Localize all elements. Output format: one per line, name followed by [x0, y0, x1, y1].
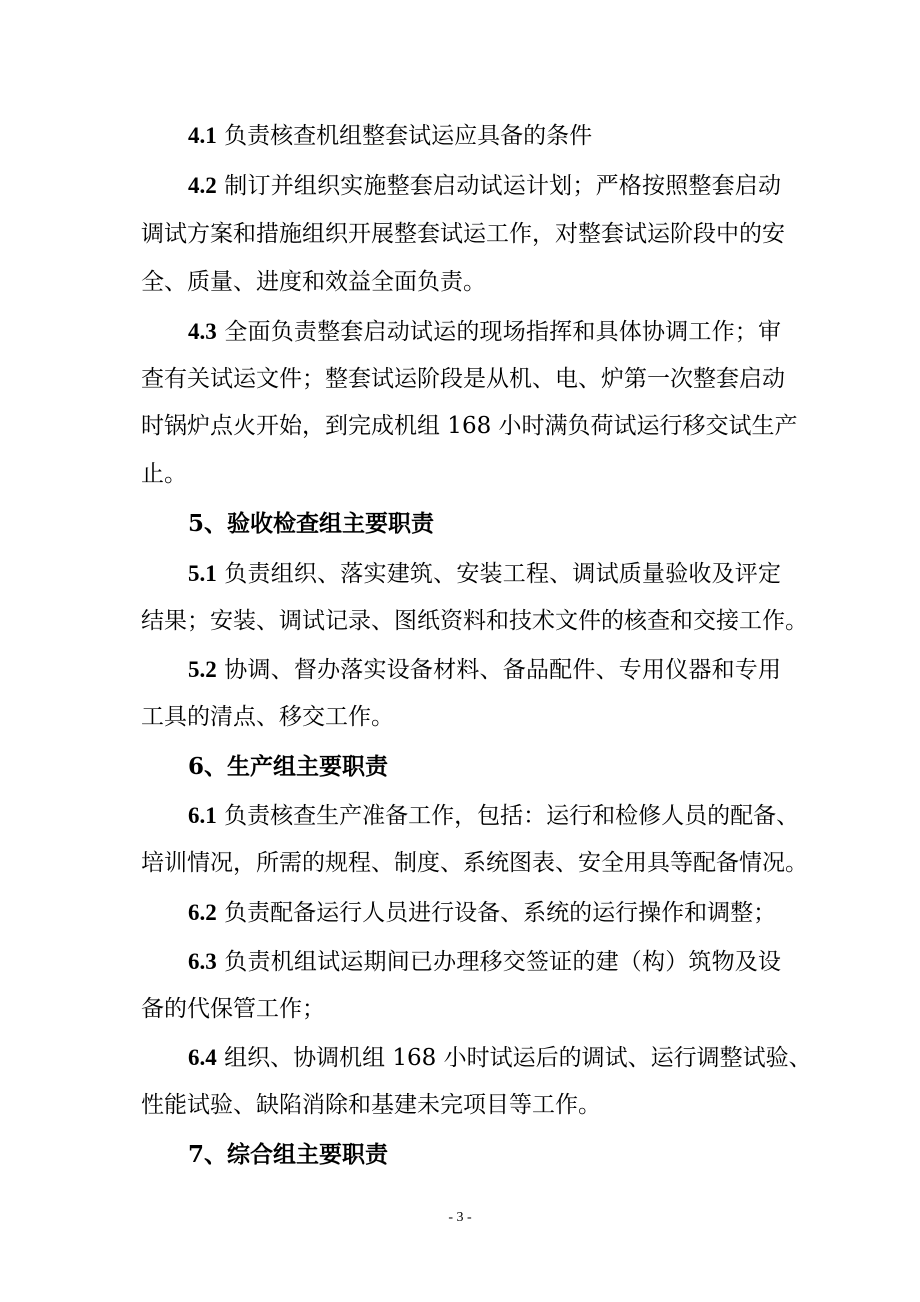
page-number: - 3 - — [448, 1210, 472, 1225]
paragraph-6-4-line-2: 性能试验、缺陷消除和基建未完项目等工作。 — [141, 1092, 601, 1118]
clause-number: 4.3 — [188, 319, 217, 344]
paragraph-5-2-line-2: 工具的清点、移交工作。 — [141, 704, 394, 730]
paragraph-6-3-line-2: 备的代保管工作； — [141, 996, 325, 1022]
clause-number: 6.3 — [188, 949, 217, 974]
paragraph-5-2-line-1: 5.2 协调、督办落实设备材料、备品配件、专用仪器和专用 — [188, 657, 782, 683]
paragraph-4-2-line-3: 全、质量、进度和效益全面负责。 — [141, 269, 486, 295]
clause-number: 4.1 — [188, 123, 217, 148]
paragraph-4-2-line-2: 调试方案和措施组织开展整套试运工作，对整套试运阶段中的安 — [141, 221, 785, 247]
clause-number: 6.4 — [188, 1045, 217, 1070]
clause-number: 5.1 — [188, 561, 217, 586]
paragraph-4-3-line-3: 时锅炉点火开始，到完成机组 168 小时满负荷试运行移交试生产 — [141, 413, 798, 439]
section-heading-7: 7、综合组主要职责 — [188, 1141, 389, 1168]
paragraph-4-3-line-1: 4.3 全面负责整套启动试运的现场指挥和具体协调工作；审 — [188, 319, 782, 345]
paragraph-5-1-line-2: 结果；安装、调试记录、图纸资料和技术文件的核查和交接工作。 — [141, 608, 808, 634]
clause-number: 5.2 — [188, 657, 217, 682]
paragraph-4-3-line-2: 查有关试运文件；整套试运阶段是从机、电、炉第一次整套启动 — [141, 366, 785, 392]
paragraph-5-1-line-1: 5.1 负责组织、落实建筑、安装工程、调试质量验收及评定 — [188, 561, 782, 587]
paragraph-4-1-line-1: 4.1 负责核查机组整套试运应具备的条件 — [188, 123, 593, 149]
paragraph-6-3-line-1: 6.3 负责机组试运期间已办理移交签证的建（构）筑物及设 — [188, 949, 782, 975]
section-heading-5: 5、验收检查组主要职责 — [188, 510, 435, 537]
paragraph-6-1-line-2: 培训情况，所需的规程、制度、系统图表、安全用具等配备情况。 — [141, 850, 808, 876]
paragraph-6-1-line-1: 6.1 负责核查生产准备工作，包括：运行和检修人员的配备、 — [188, 803, 800, 829]
paragraph-4-3-line-4: 止。 — [141, 461, 187, 487]
clause-number: 6.1 — [188, 803, 217, 828]
paragraph-4-2-line-1: 4.2 制订并组织实施整套启动试运计划；严格按照整套启动 — [188, 173, 782, 199]
section-heading-6: 6、生产组主要职责 — [188, 753, 389, 780]
paragraph-6-2-line-1: 6.2 负责配备运行人员进行设备、系统的运行操作和调整； — [188, 900, 777, 926]
paragraph-6-4-line-1: 6.4 组织、协调机组 168 小时试运后的调试、运行调整试验、 — [188, 1045, 812, 1071]
clause-number: 6.2 — [188, 900, 217, 925]
clause-number: 4.2 — [188, 173, 217, 198]
